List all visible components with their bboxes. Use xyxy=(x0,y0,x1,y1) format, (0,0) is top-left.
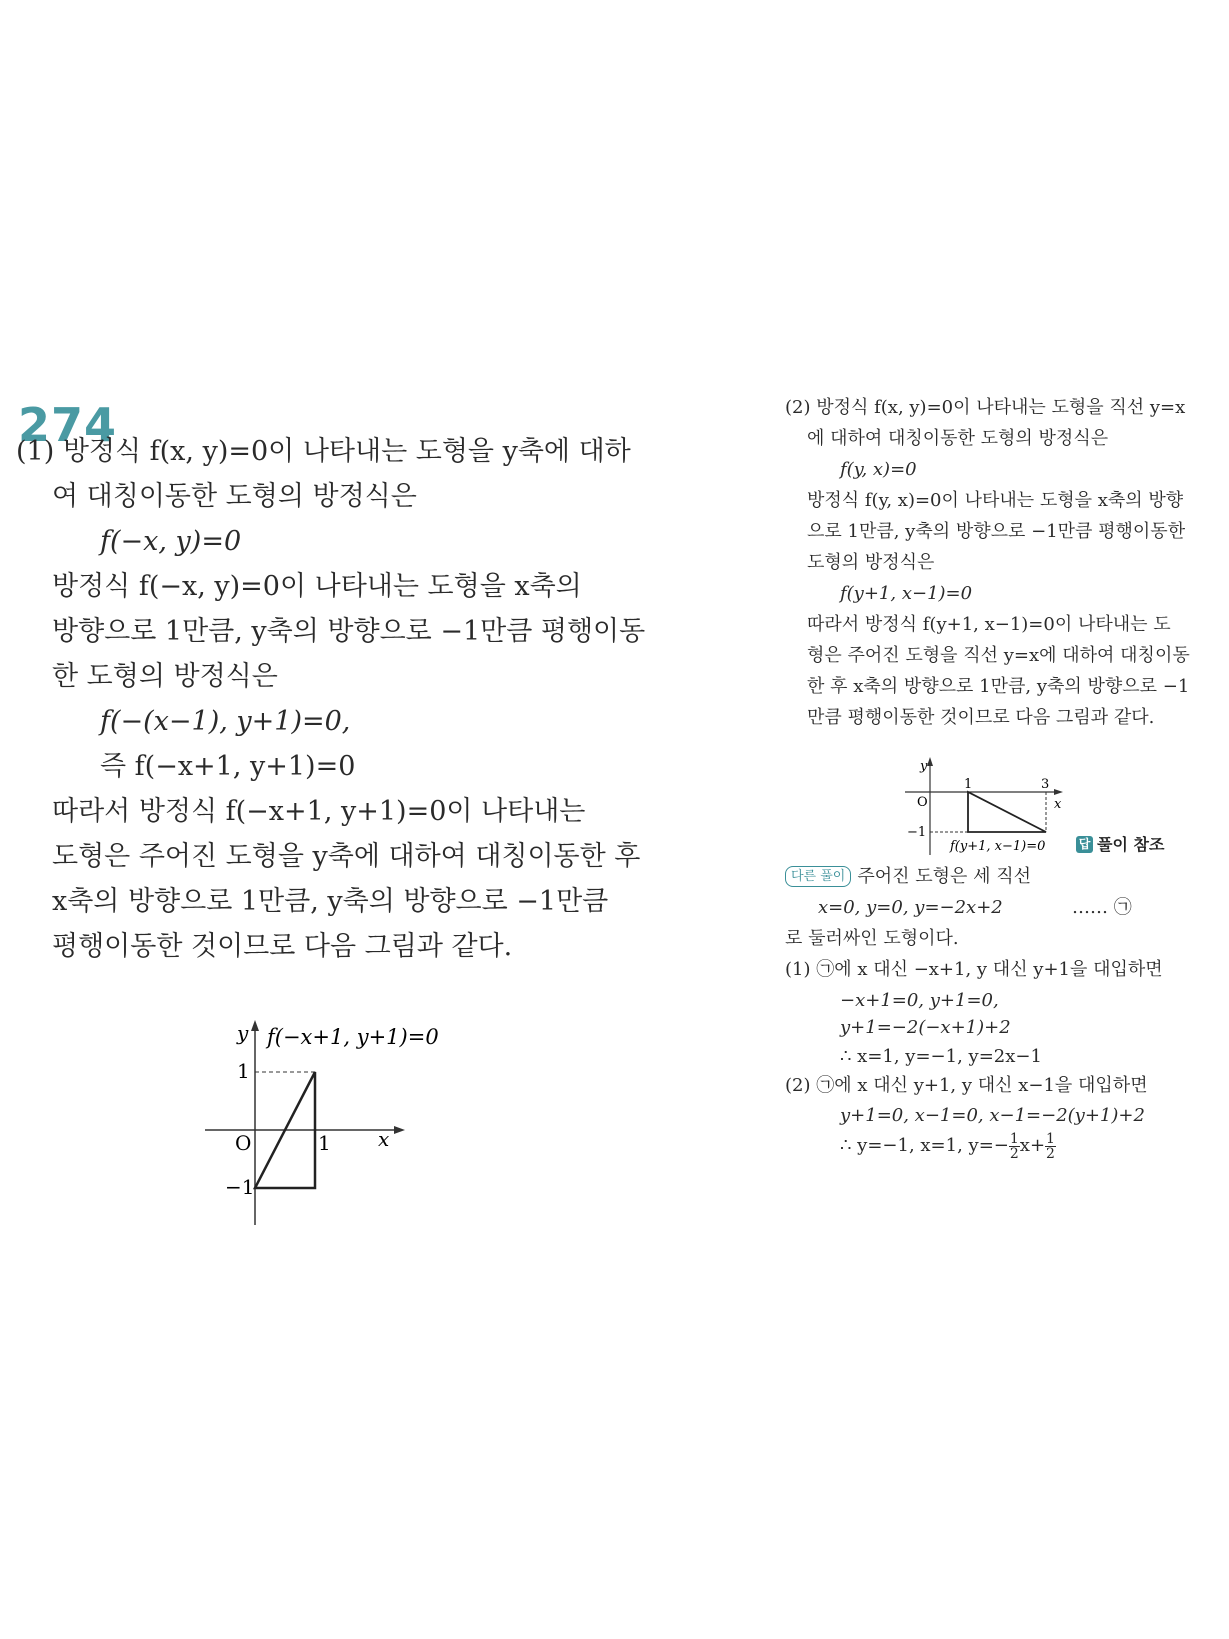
x-label: x xyxy=(1054,797,1062,812)
x-axis-arrow xyxy=(394,1126,405,1134)
alt-line-3: 로 둘러싸인 도형이다. xyxy=(785,928,959,949)
alt-line-5: −x+1=0, y+1=0, xyxy=(840,990,999,1011)
graph-caption: f(y+1, x−1)=0 xyxy=(950,839,1046,854)
right-line-8: 따라서 방정식 f(y+1, x−1)=0이 나타내는 도 xyxy=(807,614,1171,635)
alt-line-4: (1) ㉠에 x 대신 −x+1, y 대신 y+1을 대입하면 xyxy=(785,959,1163,980)
right-line-11: 만큼 평행이동한 것이므로 다음 그림과 같다. xyxy=(807,707,1155,728)
left-line-2: 여 대칭이동한 도형의 방정식은 xyxy=(52,481,417,512)
y-label: y xyxy=(920,759,928,774)
left-line-9: 따라서 방정식 f(−x+1, y+1)=0이 나타내는 xyxy=(52,796,586,827)
right-line-3: f(y, x)=0 xyxy=(840,459,917,480)
left-line-12: 평행이동한 것이므로 다음 그림과 같다. xyxy=(52,931,513,962)
x-axis-arrow xyxy=(1054,789,1063,795)
right-line-9: 형은 주어진 도형을 직선 y=x에 대하여 대칭이동 xyxy=(807,645,1190,666)
alt-line-10: ∴ y=−1, x=1, y=− $\frac{1}{2}$ x+ $\frac{1}{2}$ xyxy=(840,1130,1055,1162)
left-line-10: 도형은 주어진 도형을 y축에 대하여 대칭이동한 후 xyxy=(52,841,641,872)
answer-text: 풀이 참조 xyxy=(1097,835,1165,854)
right-line-7: f(y+1, x−1)=0 xyxy=(840,583,973,604)
left-line-8: 즉 f(−x+1, y+1)=0 xyxy=(100,751,356,782)
alt-line-2: x=0, y=0, y=−2x+2 xyxy=(818,897,1003,918)
y-axis-arrow xyxy=(251,1020,259,1031)
tick-1-x: 1 xyxy=(318,1131,331,1155)
right-line-6: 도형의 방정식은 xyxy=(807,552,935,573)
origin-label: O xyxy=(235,1131,252,1155)
y-axis-arrow xyxy=(927,757,933,766)
right-line-5: 으로 1만큼, y축의 방향으로 −1만큼 평행이동한 xyxy=(807,521,1186,542)
right-line-4: 방정식 f(y, x)=0이 나타내는 도형을 x축의 방향 xyxy=(807,490,1184,511)
left-line-1: (1) 방정식 f(x, y)=0이 나타내는 도형을 y축에 대하 xyxy=(16,436,631,467)
origin-label: O xyxy=(917,795,928,810)
right-line-1: (2) 방정식 f(x, y)=0이 나타내는 도형을 직선 y=x xyxy=(785,397,1186,418)
right-line-10: 한 후 x축의 방향으로 1만큼, y축의 방향으로 −1 xyxy=(807,676,1190,697)
fraction-2: $\frac{1}{2}$ xyxy=(1046,1130,1055,1162)
y-label: y xyxy=(237,1021,249,1045)
tick-neg1: −1 xyxy=(907,825,927,840)
tick-1-y: 1 xyxy=(237,1059,250,1083)
alt-tag: 다른 풀이 xyxy=(785,866,851,887)
tick-1: 1 xyxy=(964,777,973,792)
left-line-11: x축의 방향으로 1만큼, y축의 방향으로 −1만큼 xyxy=(52,886,609,917)
alt-line-8: (2) ㉠에 x 대신 y+1, y 대신 x−1을 대입하면 xyxy=(785,1075,1148,1096)
answer-badge: 답 xyxy=(1076,836,1093,853)
left-line-3: f(−x, y)=0 xyxy=(100,526,242,557)
answer-line xyxy=(1076,832,1164,855)
triangle-shape xyxy=(968,792,1046,832)
graph-caption: f(−x+1, y+1)=0 xyxy=(267,1025,439,1049)
left-line-7: f(−(x−1), y+1)=0, xyxy=(100,706,351,737)
tick-neg1: −1 xyxy=(225,1175,255,1199)
alt-marker: …… ㉠ xyxy=(1072,897,1132,918)
x-label: x xyxy=(378,1127,390,1151)
alt-line-9: y+1=0, x−1=0, x−1=−2(y+1)+2 xyxy=(840,1105,1145,1126)
left-line-5: 방향으로 1만큼, y축의 방향으로 −1만큼 평행이동 xyxy=(52,616,646,647)
problem-number: 274 xyxy=(18,398,118,452)
alt-line-7: ∴ x=1, y=−1, y=2x−1 xyxy=(840,1046,1042,1067)
graph-left xyxy=(195,1010,475,1230)
left-line-6: 한 도형의 방정식은 xyxy=(52,661,278,692)
alt-line-1: 다른 풀이 주어진 도형은 세 직선 xyxy=(785,861,1031,892)
tick-3: 3 xyxy=(1041,777,1050,792)
right-line-2: 에 대하여 대칭이동한 도형의 방정식은 xyxy=(807,428,1109,449)
fraction-1: $\frac{1}{2}$ xyxy=(1009,1130,1019,1162)
left-line-4: 방정식 f(−x, y)=0이 나타내는 도형을 x축의 xyxy=(52,571,582,602)
alt-line-6: y+1=−2(−x+1)+2 xyxy=(840,1017,1011,1038)
